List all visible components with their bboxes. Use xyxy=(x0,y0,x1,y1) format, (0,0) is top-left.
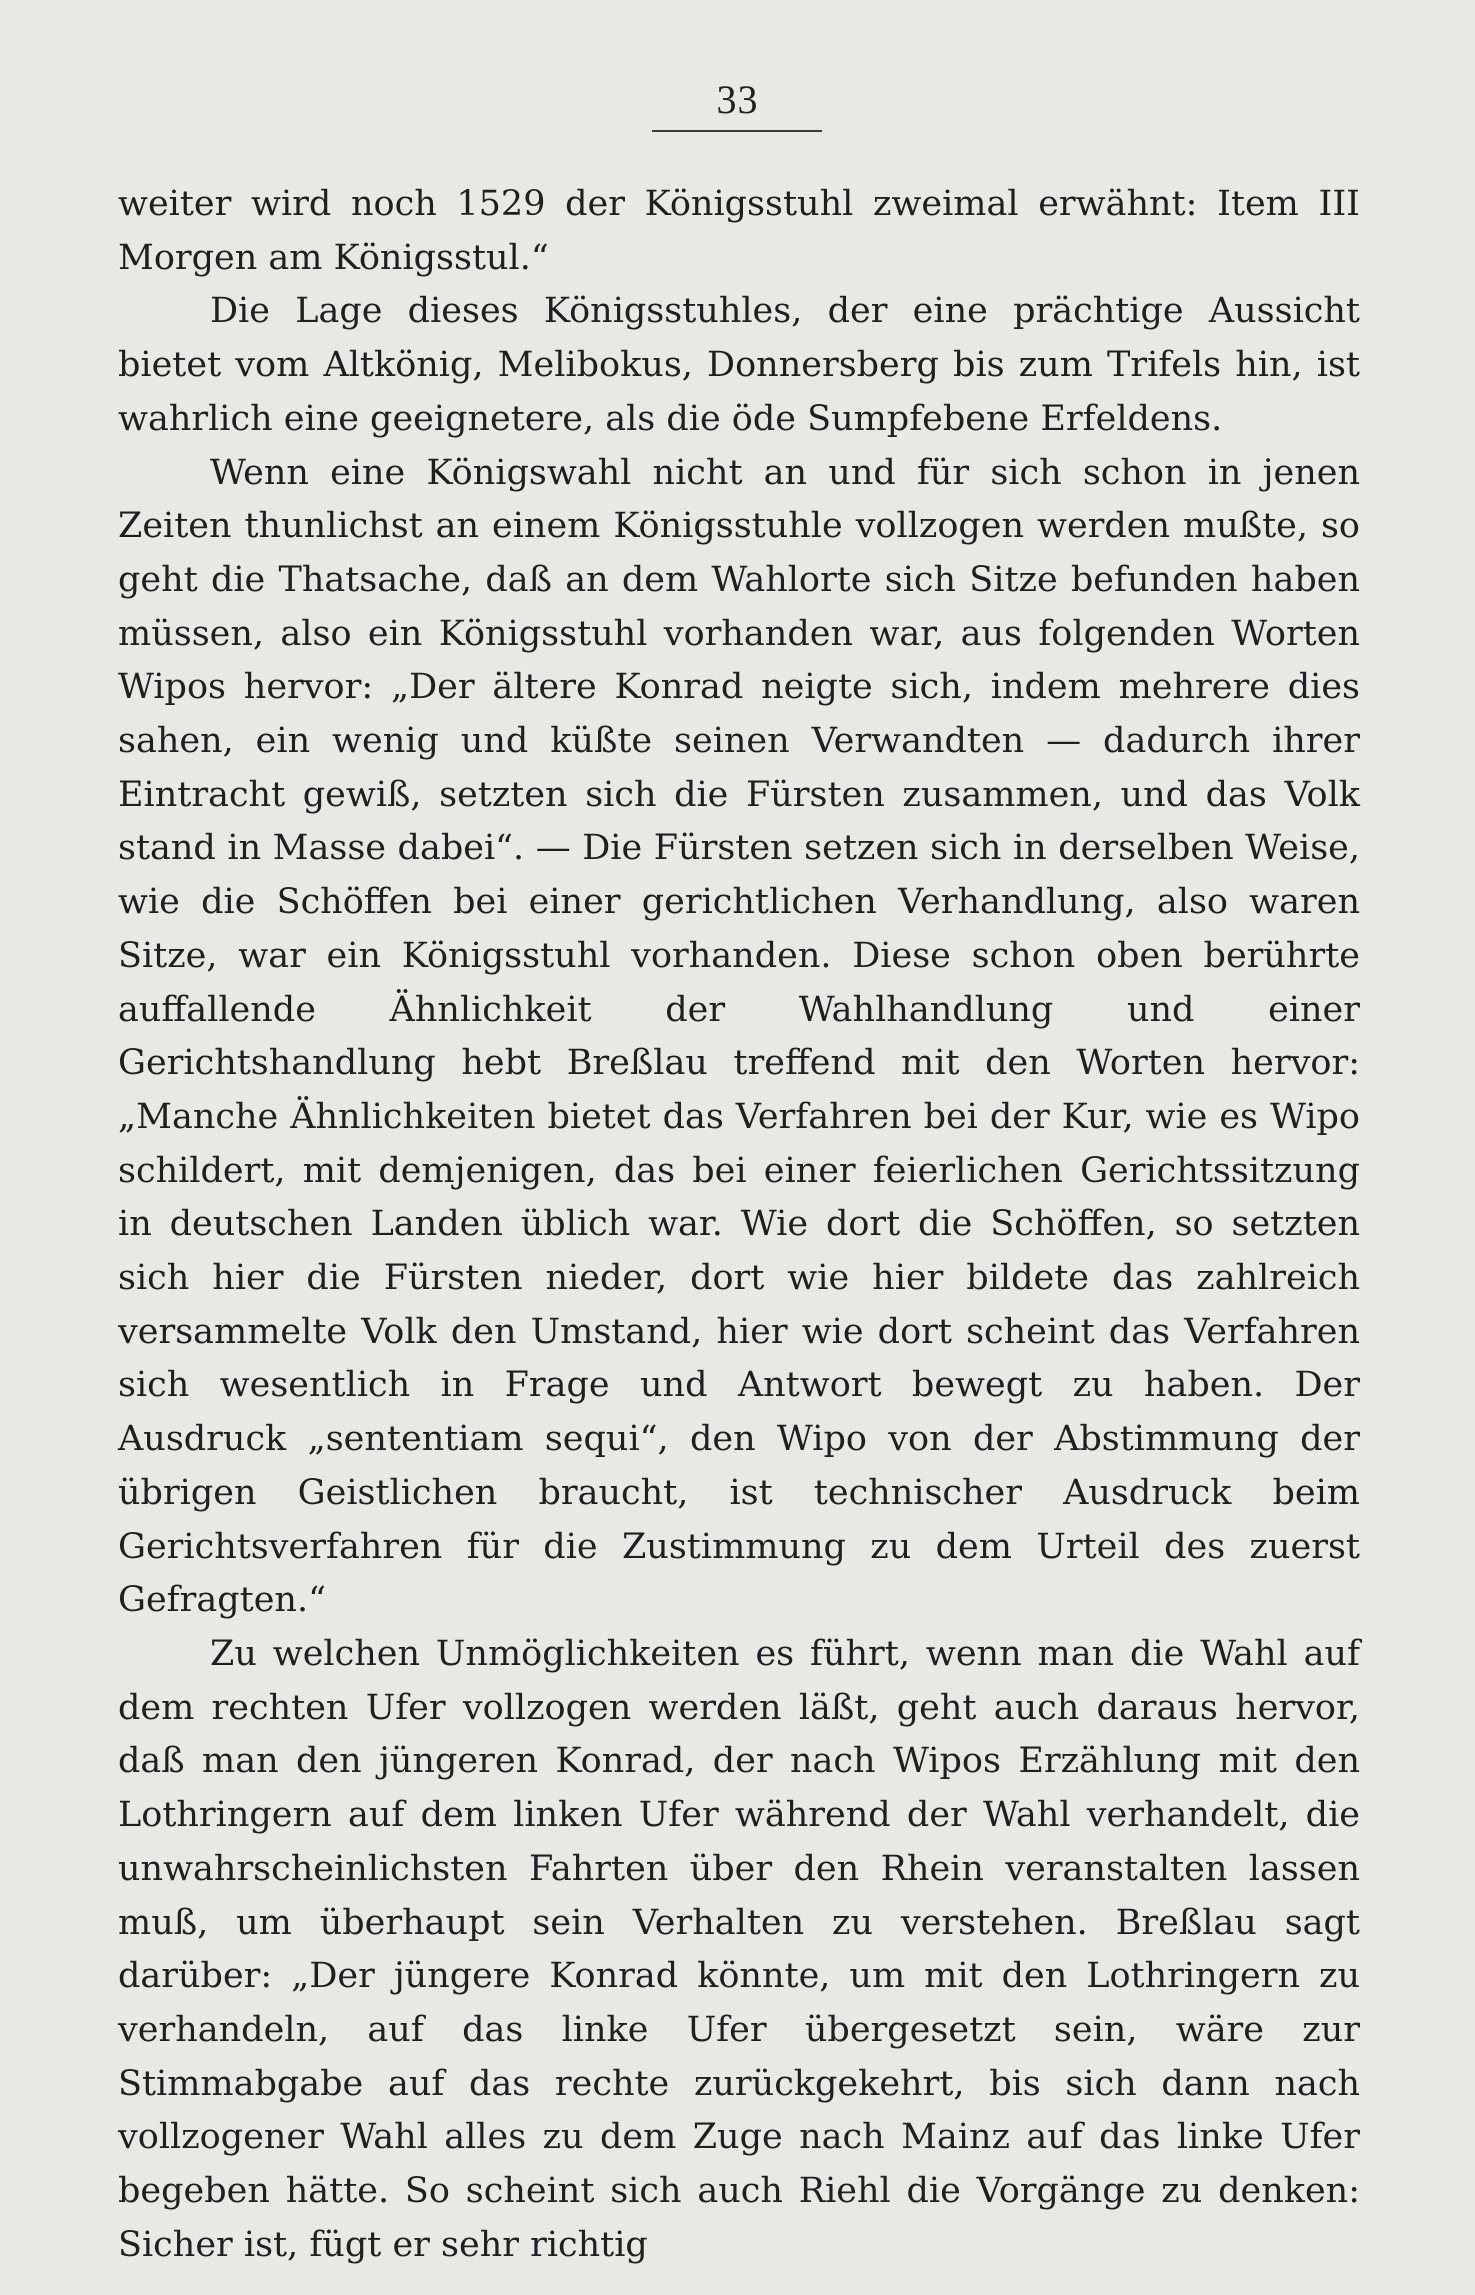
paragraph: Die Lage dieses Königsstuhles, der eine prächtige Aussicht bietet vom Altkönig, Melibokus, Donnersberg bis zum Trifels hin, ist wahrlich eine geeignetere, als die öde Sumpfebene Erfeldens. xyxy=(118,291,1360,439)
body-text xyxy=(118,178,1360,2272)
page-number-rule xyxy=(652,130,822,132)
page-number: 33 xyxy=(716,77,759,122)
paragraph: weiter wird noch 1529 der Königsstuhl zweimal erwähnt: Item III Morgen am Königsstul.“ xyxy=(118,184,1360,278)
paragraph: Zu welchen Unmöglichkeiten es führt, wenn man die Wahl auf dem rechten Ufer vollzogen werden läßt, geht auch daraus hervor, daß man den jüngeren Konrad, der nach Wipos Erzählung mit den Lothringern auf dem linken Ufer während der Wahl verhandelt, die unwahrscheinlichsten Fahrten über den Rhein veranstalten lassen muß, um überhaupt sein Verhalten zu verstehen. Breßlau sagt darüber: „Der jüngere Konrad könnte, um mit den Lothringern zu verhandeln, auf das linke Ufer übergesetzt sein, wäre zur Stimmabgabe auf das rechte zurückgekehrt, bis sich dann nach vollzogener Wahl alles zu dem Zuge nach Mainz auf das linke Ufer begeben hätte. So scheint sich auch Riehl die Vorgänge zu denken: Sicher ist, fügt er sehr richtig xyxy=(118,1633,1360,2265)
paragraph: Wenn eine Königswahl nicht an und für sich schon in jenen Zeiten thunlichst an einem Königsstuhle vollzogen werden mußte, so geht die Thatsache, daß an dem Wahlorte sich Sitze befunden haben müssen, also ein Königsstuhl vorhanden war, aus folgenden Worten Wipos hervor: „Der ältere Konrad neigte sich, indem mehrere dies sahen, ein wenig und küßte seinen Verwandten — dadurch ihrer Eintracht gewiß, setzten sich die Fürsten zusammen, und das Volk stand in Masse dabei“. — Die Fürsten setzen sich in derselben Weise, wie die Schöffen bei einer gerichtlichen Verhandlung, also waren Sitze, war ein Königsstuhl vorhanden. Diese schon oben berührte auffallende Ähnlichkeit der Wahlhandlung und einer Gerichtshandlung hebt Breßlau treffend mit den Worten hervor: „Manche Ähnlichkeiten bietet das Verfahren bei der Kur, wie es Wipo schildert, mit demjenigen, das bei einer feierlichen Gerichtssitzung in deutschen Landen üblich war. Wie dort die Schöffen, so setzten sich hier die Fürsten nieder, dort wie hier bildete das zahlreich versammelte Volk den Umstand, hier wie dort scheint das Verfahren sich wesentlich in Frage und Antwort bewegt zu haben. Der Ausdruck „sententiam sequi“, den Wipo von der Abstimmung der übrigen Geistlichen braucht, ist technischer Ausdruck beim Gerichtsverfahren für die Zustimmung zu dem Urteil des zuerst Gefragten.“ xyxy=(118,452,1360,1621)
